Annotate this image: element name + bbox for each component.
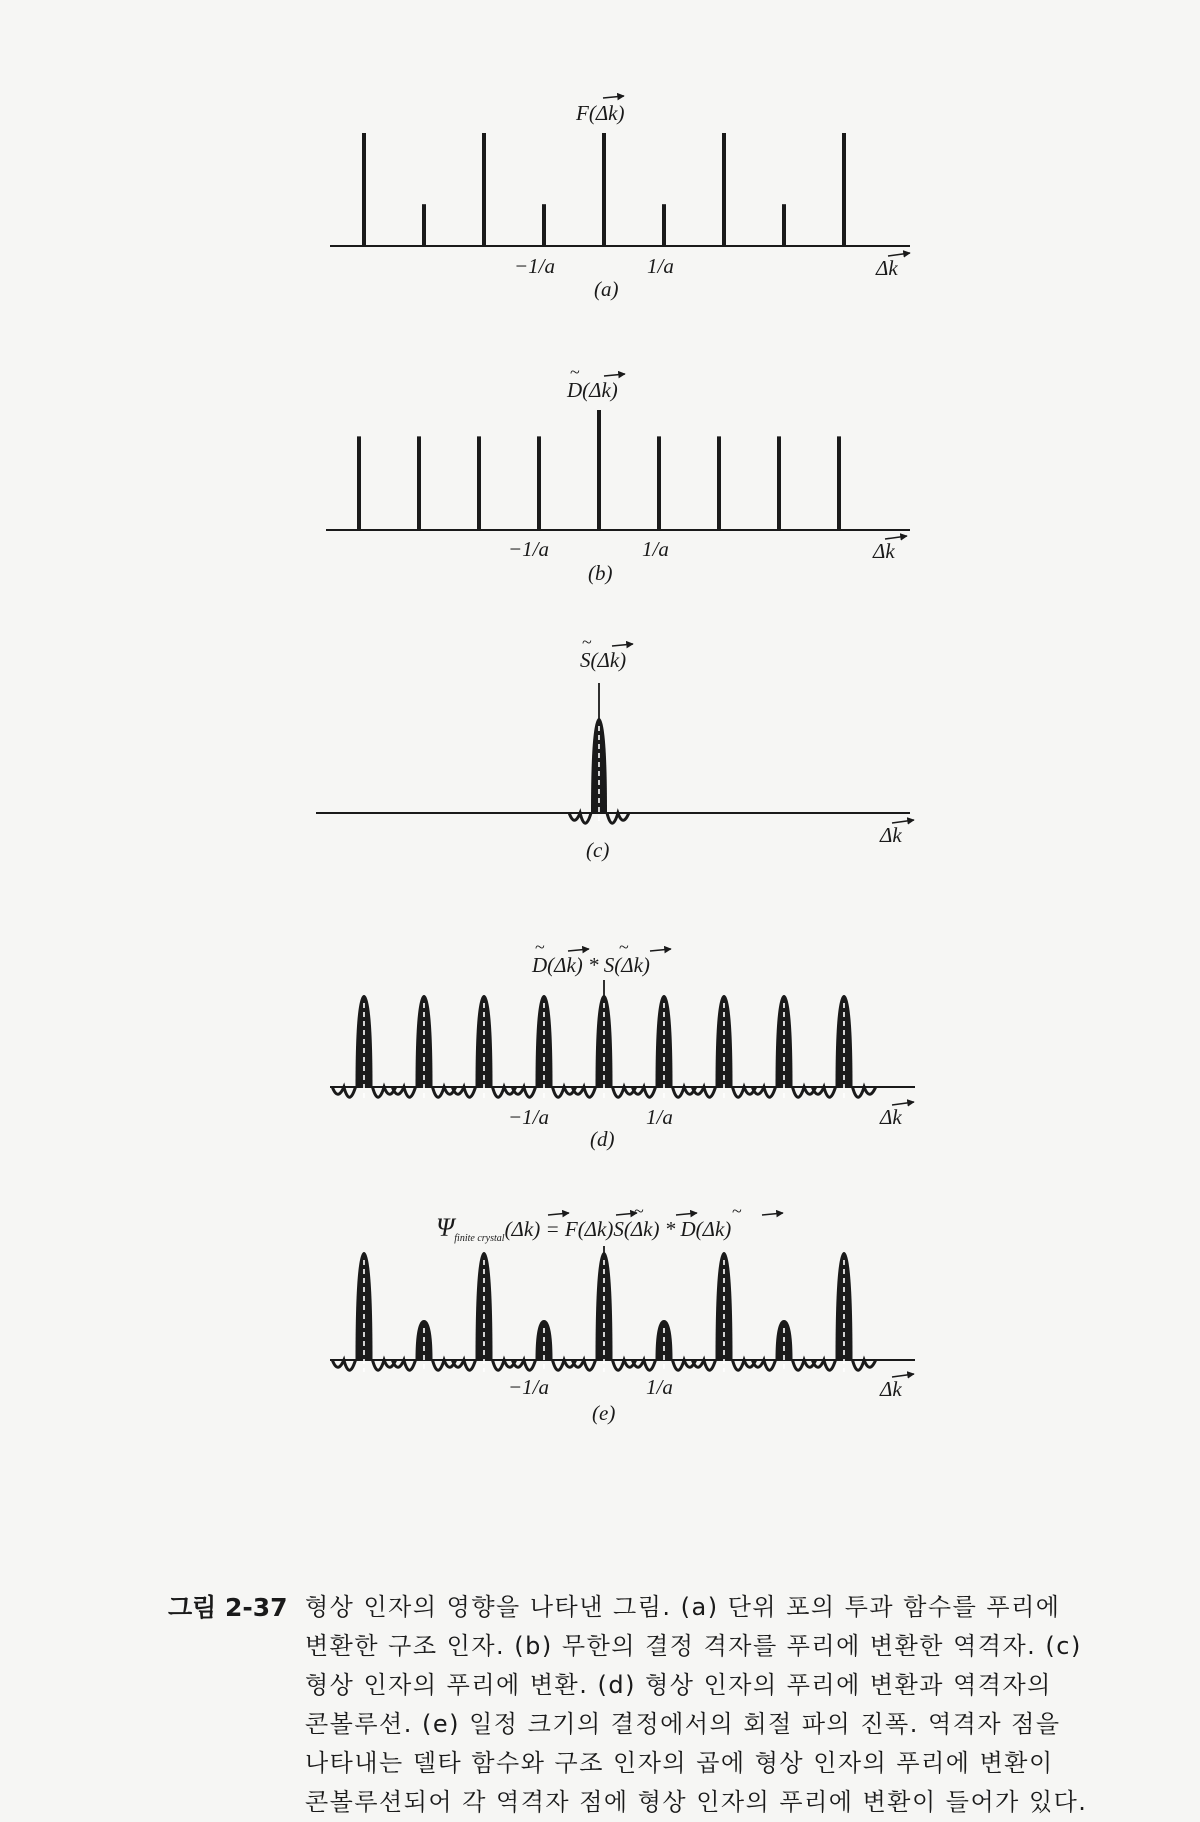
panel-e-tick-pos: 1/a [646,1375,673,1399]
panel-b-tick-pos: 1/a [642,537,669,561]
panel-e-title-vector-3 [676,1213,697,1215]
panel-d-peak-8 [752,995,815,1099]
caption-label: 그림 2-37 [168,1593,288,1622]
caption-text: 형상 인자의 영향을 나타낸 그림. (a) 단위 포의 투과 함수를 푸리에 변환한 구조 인자. (b) 무한의 결정 격자를 푸리에 변환한 역격자. (c) 형상 인자의 푸리에 변환. (d) 형상 인자의 푸리에 변환과 역격자의 콘볼루션. (e) 일정 크기의 결정에서의 회절 파의 진폭. 역격자 점을 나타내는 델타 함수와 구조 인자의 곱에 형상 인자의 푸리에 변환이 콘볼루션되어 각 역격자 점에 형상 인자의 푸리에 변환이 들어가 있다. [305,1593,1088,1816]
panel-e-peaks [332,1246,875,1372]
panel-b [326,362,910,585]
panel-a-axis-vector [888,253,910,256]
panel-e-tilde-1: ~ [634,1201,644,1221]
panel-d-peak-1 [332,995,395,1099]
panel-e-peak-5 [572,1246,635,1372]
panel-e-peak-9 [812,1252,875,1372]
panel-a-title-vector [603,96,624,98]
panel-d-peak-6 [632,995,695,1099]
panel-a-title: F(Δk) [576,101,625,125]
panel-d-tilde-1: ~ [535,937,545,957]
panel-d-title: D(Δk) * S(Δk) [532,953,650,977]
panel-d-peak-5 [572,980,635,1099]
panel-e-peak-1 [332,1252,395,1372]
panel-d-title-vector-2 [650,949,671,951]
panel-d-tick-neg: −1/a [508,1105,550,1129]
panel-e-peak-7 [692,1252,755,1372]
panel-e-label: (e) [592,1401,616,1425]
panel-e-peak-6 [632,1320,695,1372]
panel-a-axis-label: Δk [876,256,898,280]
panel-b-tilde: ~ [570,362,580,382]
panel-d-label: (d) [590,1127,615,1151]
panel-b-spikes [359,410,839,530]
panel-b-title: D(Δk) [567,378,618,402]
panel-e-tilde-2: ~ [732,1201,742,1221]
panel-d [330,937,915,1151]
panel-b-axis-vector [885,536,907,539]
panel-a [330,96,910,301]
panel-b-axis-label: Δk [873,539,895,563]
panel-e-title-vector-4 [762,1213,783,1215]
panel-c-peak [569,683,629,825]
panel-d-peaks [332,980,875,1099]
panel-b-tick-neg: −1/a [508,537,550,561]
panel-e-peak-4 [512,1320,575,1372]
panel-e-peak-8 [752,1320,815,1372]
panel-b-title-vector [604,374,625,376]
panel-c-title: S(Δk) [580,648,627,672]
panel-a-spikes [364,133,844,246]
panel-d-tick-pos: 1/a [646,1105,673,1129]
panel-d-axis-vector [892,1102,914,1105]
panel-d-peak-3 [452,995,515,1099]
panel-d-peak-4 [512,995,575,1099]
panel-e-axis-vector [892,1374,914,1377]
panel-a-label: (a) [594,277,619,301]
panel-e-title-vector-1 [548,1213,569,1215]
panel-d-peak-7 [692,995,755,1099]
panel-c-label: (c) [586,838,610,862]
panel-c-tilde: ~ [582,632,592,652]
panel-c-axis-vector [892,820,914,823]
panel-a-tick-neg: −1/a [514,254,556,278]
panel-c-title-vector [612,644,633,646]
panel-e-tick-neg: −1/a [508,1375,550,1399]
panel-d-peak-9 [812,995,875,1099]
panel-e [330,1201,915,1425]
panel-d-peak-2 [392,995,455,1099]
panel-e-peak-2 [392,1320,455,1372]
panel-a-tick-pos: 1/a [647,254,674,278]
panel-e-peak-3 [452,1252,515,1372]
panel-e-title: $\Psi_{finite crystal}(\Delta k) = F(\Delta k)S(\Delta k) * D(\Delta k)$ [436,1213,732,1244]
panel-b-label: (b) [588,561,613,585]
panel-c [316,632,914,862]
panel-d-tilde-2: ~ [619,937,629,957]
panel-d-title-vector-1 [568,949,589,951]
panel-e-axis-label: Δk [880,1377,902,1401]
panel-c-peak-body [569,683,629,825]
panel-d-axis-label: Δk [880,1105,902,1129]
panel-c-axis-label: Δk [880,823,902,847]
